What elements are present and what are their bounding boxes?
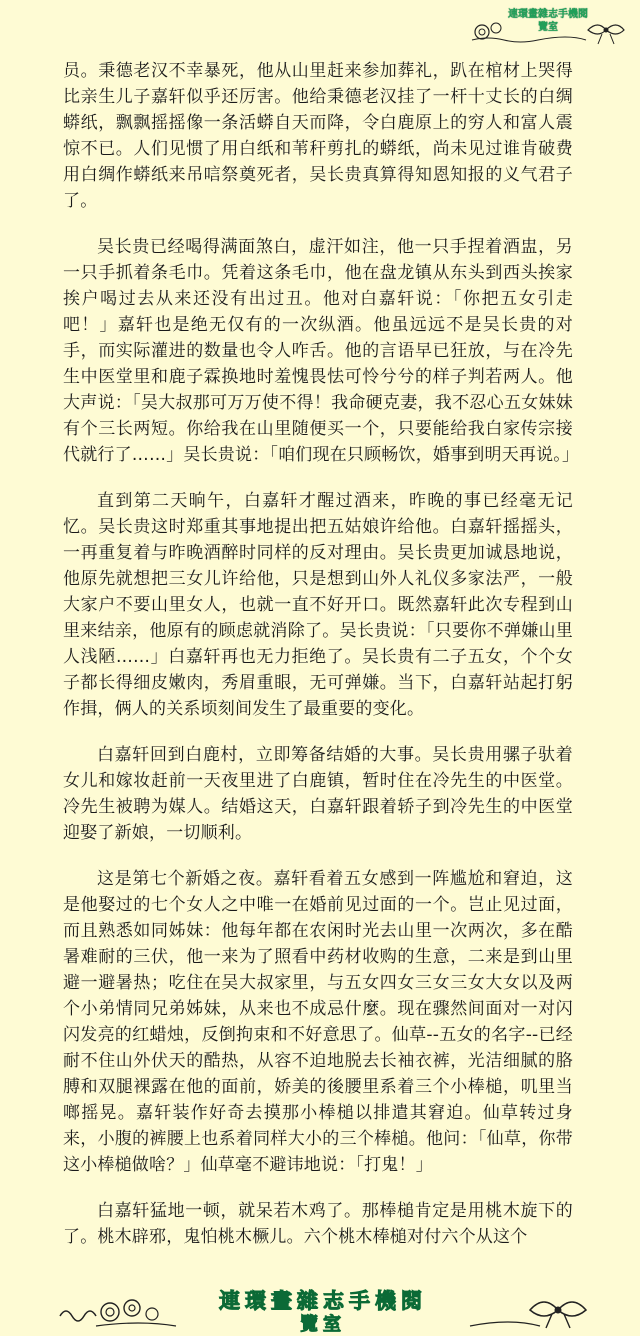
footer-banner — [0, 1282, 640, 1334]
paragraph-3: 直到第二天晌午，白嘉轩才醒过酒来，昨晚的事已经毫无记忆。吴长贵这时郑重其事地提出把五姑娘许给他。白嘉轩摇摇头，一再重复着与昨晚酒醉时同样的反对理由。吴长贵更加诚恳地说，他原先就想把三女儿许给他，只是想到山外人礼仪多家法严，一般大家户不要山里女人，也就一直不好开口。既然嘉轩此次专程到山里来结亲，他原有的顾虑就消除了。吴长贵说：「只要你不弹嫌山里人浅陋……」白嘉轩再也无力拒绝了。吴长贵有二子五女，个个女子都长得细皮嫩肉，秀眉重眼，无可弹嫌。当下，白嘉轩站起打躬作揖，俩人的关系顷刻间发生了最重要的变化。 — [63, 491, 573, 719]
paragraph-1: 员。秉德老汉不幸暴死，他从山里赶来参加葬礼，趴在棺材上哭得比亲生儿子嘉轩似乎还厉害。他给秉德老汉挂了一杆十丈长的白绸蟒纸，飘飘摇摇像一条活蟒自天而降，令白鹿原上的穷人和富人震惊不已。人们见惯了用白纸和苇秆剪扎的蟒纸，尚未见过谁肯破费用白绸作蟒纸来吊唁祭奠死者，吴长贵真算得知恩知报的义气君子了。 — [63, 61, 573, 211]
footer-logo-text — [178, 1290, 468, 1336]
header-logo-line2: 覽室 — [538, 22, 558, 33]
header-logo — [468, 6, 632, 46]
article-body — [63, 58, 580, 1270]
header-logo-text — [504, 8, 592, 34]
footer-logo-line1: 連環畫雜志手機閱 — [219, 1289, 427, 1313]
paragraph-5: 这是第七个新婚之夜。嘉轩看着五女感到一阵尴尬和窘迫，这是他娶过的七个女人之中唯一在婚前见过面的一个。岂止见过面，而且熟悉如同姊妹：他每年都在农闲时光去山里一次两次，多在酷暑难耐的三伏，他一来为了照看中药材收购的生意，二来是到山里避一避暑热；吃住在吴大叔家里，与五女四女三女三女大女以及两个小弟情同兄弟姊妹，从来也不成忌什麼。现在骤然间面对一对闪闪发亮的红蜡烛，反倒拘束和不好意思了。仙草--五女的名字--已经耐不住山外伏天的酷热，从容不迫地脱去长袖衣裤，光洁细腻的胳膊和双腿裸露在他的面前，娇美的後腰里系着三个小棒槌，叽里当啷摇晃。嘉轩装作好奇去摸那小棒槌以排遣其窘迫。仙草转过身来，小腹的裤腰上也系着同样大小的三个棒槌。他问：「仙草，你带这小棒槌做啥？」仙草毫不避讳地说：「打鬼！」 — [63, 869, 573, 1175]
footer-logo-line2: 覽室 — [300, 1314, 346, 1335]
paragraph-2: 吴长贵已经喝得满面煞白，虚汗如注，他一只手捏着酒盅，另一只手抓着条毛巾。凭着这条毛巾，他在盘龙镇从东头到西头挨家挨户喝过去从来还没有出过丑。他对白嘉轩说：「你把五女引走吧！」嘉轩也是绝无仅有的一次纵酒。他虽远远不是吴长贵的对手，而实际灌进的数量也令人咋舌。他的言语早已狂放，与在冷先生中医堂里和鹿子霖换地时羞愧畏怯可怜兮兮的样子判若两人。他大声说：「吴大叔那可万万使不得！我命硬克妻，我不忍心五女妹妹有个三长两短。你给我在山里随便买一个，只要能给我白家传宗接代就行了……」吴长贵说：「咱们现在只顾畅饮，婚事到明天再说。」 — [63, 237, 580, 465]
paragraph-6: 白嘉轩猛地一顿，就呆若木鸡了。那棒槌肯定是用桃木旋下的了。桃木辟邪，鬼怕桃木橛儿。六个桃木棒槌对付六个从这个 — [63, 1201, 573, 1247]
header-logo-line1: 連環畫雜志手機閱 — [508, 9, 588, 20]
paragraph-4: 白嘉轩回到白鹿村，立即筹备结婚的大事。吴长贵用骡子驮着女儿和嫁妆赶前一天夜里进了白鹿镇，暂时住在冷先生的中医堂。冷先生被聘为媒人。结婚这天，白嘉轩跟着轿子到冷先生的中医堂迎娶了新娘，一切顺利。 — [63, 745, 573, 843]
